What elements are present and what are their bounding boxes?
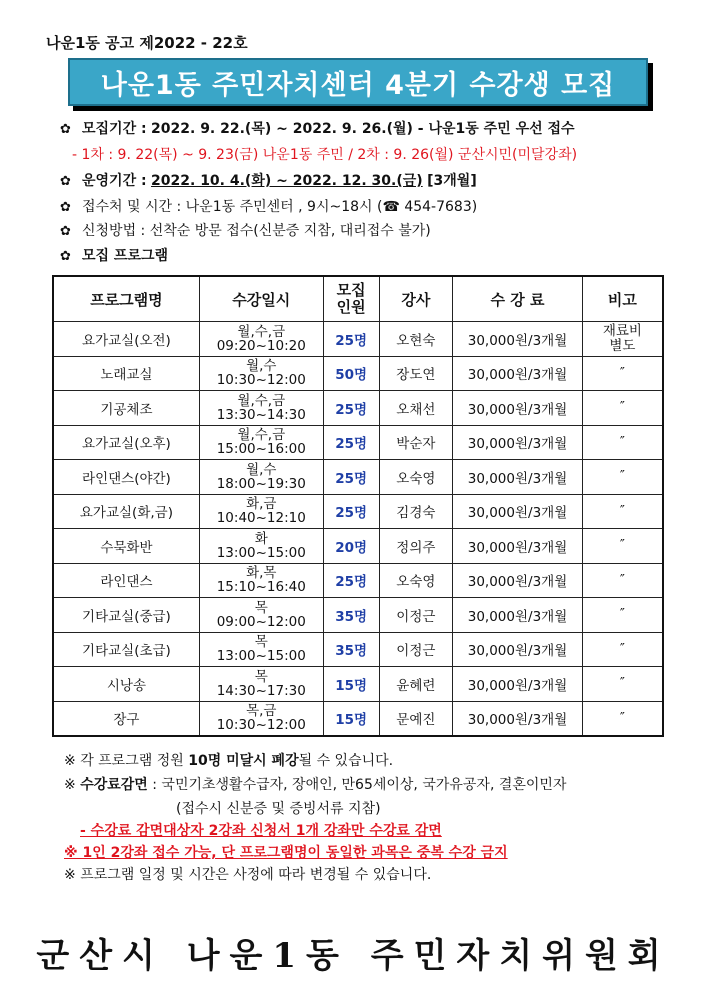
schedule-change-text: 프로그램 일정 및 시간은 사정에 따라 변경될 수 있습니다. [80, 867, 432, 883]
table-row [53, 356, 663, 391]
note-mark: ※ [64, 777, 76, 793]
capacity-cell: 20명 [323, 529, 379, 564]
schedule-time: 10:30~12:00 [216, 717, 306, 734]
schedule-cell [199, 563, 323, 598]
schedule-time: 09:20~10:20 [216, 337, 306, 354]
fee-cell: 30,000원/3개월 [453, 598, 583, 633]
flower-bullet-icon: ✿ [60, 174, 71, 189]
table-row [53, 667, 663, 702]
fee-cell: 30,000원/3개월 [453, 460, 583, 495]
capacity-cell: 15명 [323, 667, 379, 702]
reception-place [60, 196, 477, 216]
program-name-cell: 기공체조 [53, 391, 199, 426]
schedule-days: 월,수,금 [237, 427, 286, 444]
note-cell: ″ [582, 563, 663, 598]
schedule-time: 09:00~12:00 [216, 613, 306, 630]
header-note: 비고 [582, 276, 663, 322]
schedule-time: 10:40~12:10 [216, 510, 306, 527]
footnote-discount-docs: (접수시 신분증 및 증빙서류 지참) [176, 801, 381, 817]
instructor-cell: 오채선 [379, 391, 453, 426]
note-cell: ″ [582, 667, 663, 702]
program-name-cell: 요가교실(화,금) [53, 494, 199, 529]
recruit-period [60, 118, 575, 138]
schedule-time: 13:00~15:00 [216, 544, 306, 561]
capacity-cell: 25명 [323, 391, 379, 426]
program-heading-text: 모집 프로그램 [82, 248, 169, 264]
page-title: 나운1동 주민자치센터 4분기 수강생 모집 [100, 69, 616, 101]
footnote-duplicate-rule: ※ 1인 2강좌 접수 가능, 단 프로그램명이 동일한 과목은 중복 수강 금지 [64, 845, 508, 861]
capacity-cell: 25명 [323, 322, 379, 357]
capacity-cell: 25명 [323, 494, 379, 529]
header-program-name: 프로그램명 [53, 276, 199, 322]
schedule-cell [199, 701, 323, 736]
program-name-cell: 시낭송 [53, 667, 199, 702]
table-row [53, 632, 663, 667]
capacity-cell: 25명 [323, 563, 379, 598]
table-row [53, 701, 663, 736]
schedule-cell [199, 391, 323, 426]
schedule-days: 목,금 [246, 703, 277, 720]
header-fee: 수 강 료 [453, 276, 583, 322]
flower-bullet-icon: ✿ [60, 200, 71, 215]
table-header-row [53, 276, 663, 322]
operation-period [60, 170, 477, 190]
program-name-cell: 라인댄스(야간) [53, 460, 199, 495]
schedule-days: 화 [254, 530, 268, 547]
fee-cell: 30,000원/3개월 [453, 667, 583, 702]
schedule-cell [199, 494, 323, 529]
schedule-days: 목 [254, 668, 268, 685]
note-cell: ″ [582, 460, 663, 495]
schedule-cell [199, 598, 323, 633]
program-name-cell: 기타교실(중급) [53, 598, 199, 633]
note-mark: ※ [64, 753, 76, 769]
fee-cell: 30,000원/3개월 [453, 391, 583, 426]
note-cell: ″ [582, 425, 663, 460]
schedule-days: 월,수,금 [237, 323, 286, 340]
schedule-days: 월,수,금 [237, 392, 286, 409]
table-row [53, 425, 663, 460]
capacity-cell: 35명 [323, 598, 379, 633]
table-row [53, 494, 663, 529]
schedule-time: 18:00~19:30 [216, 475, 306, 492]
schedule-time: 13:30~14:30 [216, 406, 306, 423]
schedule-time: 14:30~17:30 [216, 682, 306, 699]
schedule-days: 목 [254, 599, 268, 616]
instructor-cell: 이정근 [379, 598, 453, 633]
recruit-value: 2022. 9. 22.(목) ~ 2022. 9. 26.(월) - 나운1동 주민 우선 접수 [151, 121, 575, 137]
schedule-cell [199, 529, 323, 564]
header-instructor: 강사 [379, 276, 453, 322]
schedule-time: 15:00~16:00 [216, 441, 306, 458]
closure-pre: 각 프로그램 정원 [80, 753, 184, 769]
schedule-time: 15:10~16:40 [216, 579, 306, 596]
capacity-cell: 15명 [323, 701, 379, 736]
capacity-cell: 50명 [323, 356, 379, 391]
flower-bullet-icon: ✿ [60, 224, 71, 239]
note-cell: ″ [582, 356, 663, 391]
flower-bullet-icon: ✿ [60, 122, 71, 137]
note-mark: ※ [64, 867, 76, 883]
table-row [53, 391, 663, 426]
table-row [53, 460, 663, 495]
operation-months: [3개월] [427, 173, 477, 189]
closure-post: 될 수 있습니다. [298, 753, 394, 769]
notice-number: 나운1동 공고 제2022 - 22호 [46, 34, 248, 52]
program-name-cell: 수묵화반 [53, 529, 199, 564]
schedule-days: 월,수 [246, 358, 277, 375]
fee-cell: 30,000원/3개월 [453, 563, 583, 598]
note-cell: ″ [582, 391, 663, 426]
instructor-cell: 문예진 [379, 701, 453, 736]
instructor-cell: 오현숙 [379, 322, 453, 357]
program-name-cell: 노래교실 [53, 356, 199, 391]
instructor-cell: 정의주 [379, 529, 453, 564]
program-name-cell: 요가교실(오후) [53, 425, 199, 460]
instructor-cell: 박순자 [379, 425, 453, 460]
method-text: 신청방법 : 선착순 방문 접수(신분증 지참, 대리접수 불가) [82, 223, 431, 239]
capacity-cell: 35명 [323, 632, 379, 667]
instructor-cell: 오숙영 [379, 563, 453, 598]
footnote-discount-rule: - 수강료 감면대상자 2강좌 신청서 1개 강좌만 수강료 감면 [80, 823, 442, 839]
instructor-cell: 김경숙 [379, 494, 453, 529]
instructor-cell: 장도연 [379, 356, 453, 391]
footnote-discount [64, 774, 566, 794]
program-table [52, 275, 664, 737]
fee-cell: 30,000원/3개월 [453, 425, 583, 460]
footnote-closure [64, 750, 393, 770]
note-cell: 재료비 별도 [582, 322, 663, 357]
table-row [53, 322, 663, 357]
note-cell: ″ [582, 701, 663, 736]
note-cell: ″ [582, 494, 663, 529]
recruit-detail-text: - 1차 : 9. 22(목) ~ 9. 23(금) 나운1동 주민 / 2차 : 9. 26(월) 군산시민(미달강좌) [72, 147, 578, 163]
program-name-cell: 기타교실(초급) [53, 632, 199, 667]
table-row [53, 598, 663, 633]
instructor-cell: 오숙영 [379, 460, 453, 495]
operation-value: 2022. 10. 4.(화) ~ 2022. 12. 30.(금) [151, 173, 423, 189]
recruit-label: 모집기간 : [82, 121, 147, 137]
program-name-cell: 장구 [53, 701, 199, 736]
instructor-cell: 이정근 [379, 632, 453, 667]
flower-bullet-icon: ✿ [60, 249, 71, 264]
instructor-cell: 윤혜련 [379, 667, 453, 702]
fee-cell: 30,000원/3개월 [453, 701, 583, 736]
fee-cell: 30,000원/3개월 [453, 632, 583, 667]
program-heading [60, 245, 168, 265]
fee-cell: 30,000원/3개월 [453, 356, 583, 391]
schedule-cell [199, 356, 323, 391]
discount-label: 수강료감면 [80, 777, 148, 793]
fee-cell: 30,000원/3개월 [453, 529, 583, 564]
program-name-cell: 라인댄스 [53, 563, 199, 598]
apply-method [60, 220, 431, 240]
recruit-detail [72, 144, 577, 164]
schedule-days: 화,금 [246, 496, 277, 513]
schedule-cell [199, 425, 323, 460]
schedule-cell [199, 460, 323, 495]
header-capacity: 모집 인원 [323, 276, 379, 322]
footnote-schedule-change [64, 864, 431, 884]
place-text: 접수처 및 시간 : 나운1동 주민센터 , 9시~18시 (☎ 454-7683) [82, 199, 478, 215]
header-schedule: 수강일시 [199, 276, 323, 322]
title-banner [68, 58, 648, 106]
schedule-cell [199, 322, 323, 357]
organization-signature: 군산시 나운1동 주민자치위원회 [36, 936, 671, 976]
capacity-cell: 25명 [323, 425, 379, 460]
note-cell: ″ [582, 632, 663, 667]
schedule-time: 10:30~12:00 [216, 372, 306, 389]
table-row [53, 529, 663, 564]
schedule-time: 13:00~15:00 [216, 648, 306, 665]
schedule-cell [199, 632, 323, 667]
discount-text: : 국민기초생활수급자, 장애인, 만65세이상, 국가유공자, 결혼이민자 [152, 777, 567, 793]
schedule-cell [199, 667, 323, 702]
table-row [53, 563, 663, 598]
program-name-cell: 요가교실(오전) [53, 322, 199, 357]
fee-cell: 30,000원/3개월 [453, 322, 583, 357]
fee-cell: 30,000원/3개월 [453, 494, 583, 529]
schedule-days: 화,목 [246, 565, 277, 582]
operation-label: 운영기간 : [82, 173, 147, 189]
schedule-days: 월,수 [246, 461, 277, 478]
closure-bold: 10명 미달시 폐강 [188, 753, 299, 769]
capacity-cell: 25명 [323, 460, 379, 495]
note-cell: ″ [582, 529, 663, 564]
schedule-days: 목 [254, 634, 268, 651]
note-cell: ″ [582, 598, 663, 633]
